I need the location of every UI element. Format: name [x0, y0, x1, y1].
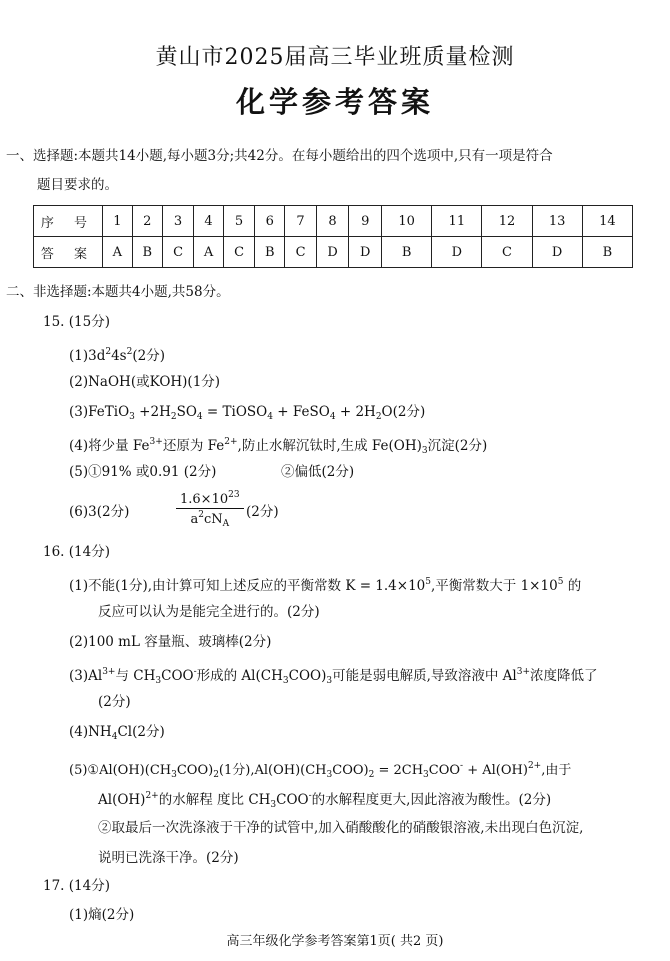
q15-a4-text: ,防止水解沉钛时,生成 Fe(OH) [237, 438, 422, 454]
q16-a5-text: COO) [176, 763, 214, 778]
q16-a3-text: 浓度降低了 [530, 668, 598, 684]
q15-answer-6-left: (6)3(2分) [69, 504, 130, 520]
answer-cell: A [103, 237, 133, 268]
q15-answer-2: (2)NaOH(或KOH)(1分) [69, 374, 221, 390]
q15-answer-6-right: (2分) [246, 504, 279, 520]
fraction-denominator-text: a [190, 512, 199, 527]
q16-a5-text: COO) [332, 763, 369, 778]
q15-a1-text: (1)3d [69, 348, 106, 364]
question-number: 14 [582, 206, 632, 237]
q16-a1-text: ,平衡常数大于 1×10 [431, 578, 558, 594]
question-number: 9 [349, 206, 382, 237]
q15-answer-5-left: (5)①91% 或0.91 (2分) [69, 464, 217, 480]
q16-a1-sup: 5 [557, 577, 564, 587]
q17-answer-1: (1)熵(2分) [69, 907, 135, 923]
q15-a3-text: O(2分) [381, 404, 426, 420]
section1-intro-line2: 题目要求的。 [37, 177, 118, 193]
fraction-denominator [176, 509, 244, 529]
q16-a5-sub: 2 [368, 770, 375, 780]
answer-cell: B [582, 237, 632, 268]
question-number: 7 [285, 206, 316, 237]
q16-a5-sup: 2+ [145, 791, 159, 801]
question-number: 6 [255, 206, 285, 237]
q16-a3-text: COO) [288, 668, 327, 684]
q16-a5-sub: 3 [326, 770, 333, 780]
answer-cell: D [316, 237, 349, 268]
fraction-numerator-sup: 23 [228, 490, 240, 500]
q16-a4-sub: 4 [111, 732, 118, 742]
q16-a3-text: 与 CH [115, 668, 156, 684]
q15-a4-sup: 2+ [224, 437, 238, 447]
q15-a4-sub: 3 [421, 446, 428, 456]
q15-answer-1 [69, 342, 165, 366]
answer-cell: B [382, 237, 432, 268]
q17-heading: 17. (14分) [43, 878, 110, 894]
answer-table-answer-row [34, 237, 633, 268]
question-number: 13 [532, 206, 582, 237]
q16-a5-text: COO [428, 763, 461, 778]
q15-answer-3 [69, 402, 425, 427]
question-number: 1 [103, 206, 133, 237]
q15-a3-sub: 2 [170, 412, 177, 422]
q15-a3-text: +2H [134, 404, 171, 420]
q15-a3-sub: 4 [196, 412, 203, 422]
q16-a3-sub: 3 [282, 676, 289, 686]
fraction-numerator [176, 490, 244, 509]
q15-answer-4 [69, 432, 487, 461]
answer-cell: D [349, 237, 382, 268]
q16-answer-3-line2: (2分) [98, 694, 131, 710]
q15-a3-text: = TiOSO [202, 404, 268, 420]
q16-answer-5-line3: ②取最后一次洗涤液于干净的试管中,加入硝酸酸化的硝酸银溶液,未出现白色沉淀, [98, 820, 584, 836]
q16-a3-sup: - [193, 667, 197, 677]
q15-a4-sup: 3+ [149, 437, 163, 447]
question-number: 2 [132, 206, 162, 237]
q16-a4-text: Cl(2分) [117, 724, 165, 740]
answer-cell: B [255, 237, 285, 268]
q15-a1-text: (2分) [132, 348, 165, 364]
fraction-denominator-sub: A [222, 519, 230, 529]
q16-a5-text: COO [276, 792, 309, 808]
q16-a1-sup: 5 [425, 577, 432, 587]
q16-answer-3-line1 [69, 662, 598, 691]
question-number: 5 [223, 206, 254, 237]
q16-heading: 16. (14分) [43, 544, 110, 560]
q16-a5-sub: 3 [270, 800, 277, 810]
q15-a3-sub: 4 [329, 412, 336, 422]
q16-a4-text: (4)NH [69, 724, 112, 740]
answer-cell: C [223, 237, 254, 268]
q16-a5-text: 的水解程度更大,因此溶液为酸性。(2分) [311, 792, 552, 808]
q16-a5-text: 的水解程 度比 CH [158, 792, 271, 808]
q16-a5-sub: 3 [423, 770, 429, 780]
answer-cell: C [482, 237, 532, 268]
q16-a5-text: + Al(OH) [463, 763, 528, 778]
q16-answer-1-line2: 反应可以认为是能完全进行的。(2分) [98, 604, 320, 620]
q16-a3-sup: 3+ [516, 667, 531, 677]
q15-a1-text: 4s [111, 348, 127, 364]
q16-a5-sup: - [460, 761, 464, 771]
q16-a1-text: 的 [563, 578, 582, 594]
q16-a3-text: (3)Al [69, 668, 103, 684]
q15-a3-text: + 2H [335, 404, 376, 420]
page-subtitle: 化学参考答案 [235, 85, 434, 119]
answer-table-number-row [34, 206, 633, 237]
q16-a3-text: 形成的 Al(CH [196, 668, 283, 684]
q15-a3-sub: 3 [129, 412, 135, 422]
q15-a1-sup: 2 [126, 347, 133, 357]
q16-a5-sub: 2 [213, 770, 219, 780]
question-number: 12 [482, 206, 532, 237]
q16-a1-text: (1)不能(1分),由计算可知上述反应的平衡常数 K = 1.4×10 [69, 578, 426, 594]
fraction-denominator-sup: 2 [198, 510, 204, 520]
q16-a5-sub: 3 [171, 770, 177, 780]
answer-cell: C [285, 237, 316, 268]
q16-a5-text: (1分),Al(OH)(CH [218, 763, 327, 778]
q16-a5-sup: 2+ [527, 761, 542, 771]
question-number: 3 [162, 206, 193, 237]
q15-a3-text: (3)FeTiO [69, 404, 130, 420]
answer-cell: A [194, 237, 224, 268]
page-footer: 高三年级化学参考答案第1页( 共2 页) [226, 934, 444, 949]
q16-a5-text: = 2CH [374, 763, 424, 778]
q15-a4-text: 还原为 Fe [162, 438, 225, 454]
page-title: 黄山市2025届高三毕业班质量检测 [155, 45, 515, 70]
q16-a5-sup: - [308, 791, 312, 801]
question-number: 11 [432, 206, 482, 237]
q15-heading: 15. (15分) [43, 314, 110, 330]
q15-a3-sub: 2 [375, 412, 382, 422]
q15-a3-sub: 4 [267, 412, 273, 422]
q16-answer-5-line4: 说明已洗涤干净。(2分) [98, 850, 239, 866]
answer-cell: C [162, 237, 193, 268]
q16-a5-text: Al(OH) [98, 792, 146, 808]
q16-a3-sub: 3 [155, 676, 162, 686]
answer-cell: B [132, 237, 162, 268]
q16-a5-text: ,由于 [541, 763, 572, 778]
q15-a3-text: + FeSO [272, 404, 330, 420]
fraction-numerator-text: 1.6×10 [180, 492, 229, 507]
q16-a3-sup: 3+ [102, 667, 116, 677]
q16-answer-5-line2 [98, 786, 551, 815]
q15-answer-5-right: ②偏低(2分) [281, 464, 355, 480]
answer-cell: D [532, 237, 582, 268]
answer-cell: D [432, 237, 482, 268]
question-number: 10 [382, 206, 432, 237]
fraction-denominator-text: cN [203, 512, 223, 527]
q15-a4-text: (4)将少量 Fe [69, 438, 150, 454]
q15-a1-sup: 2 [105, 347, 112, 357]
q16-a3-text: COO [161, 668, 194, 684]
q16-a3-sub: 3 [326, 676, 333, 686]
question-number: 8 [316, 206, 349, 237]
row-header-answer: 答 案 [34, 237, 103, 268]
q16-answer-2: (2)100 mL 容量瓶、玻璃棒(2分) [69, 634, 272, 650]
section2-intro: 二、非选择题:本题共4小题,共58分。 [6, 284, 230, 300]
question-number: 4 [194, 206, 224, 237]
section1-intro-line1: 一、选择题:本题共14小题,每小题3分;共42分。在每小题给出的四个选项中,只有一项是符合 [6, 148, 553, 164]
q15-a3-text: SO [176, 404, 197, 420]
row-header-number: 序 号 [34, 206, 103, 237]
q15-answer-6-fraction [176, 490, 244, 529]
answer-table [33, 205, 633, 268]
q16-answer-4 [69, 722, 165, 747]
q16-a5-text: (5)①Al(OH)(CH [69, 763, 172, 778]
q16-answer-1-line1 [69, 572, 581, 596]
q16-answer-5-line1 [69, 756, 571, 785]
q16-a3-text: 可能是弱电解质,导致溶液中 Al [332, 668, 517, 684]
q15-a4-text: 沉淀(2分) [427, 438, 488, 454]
